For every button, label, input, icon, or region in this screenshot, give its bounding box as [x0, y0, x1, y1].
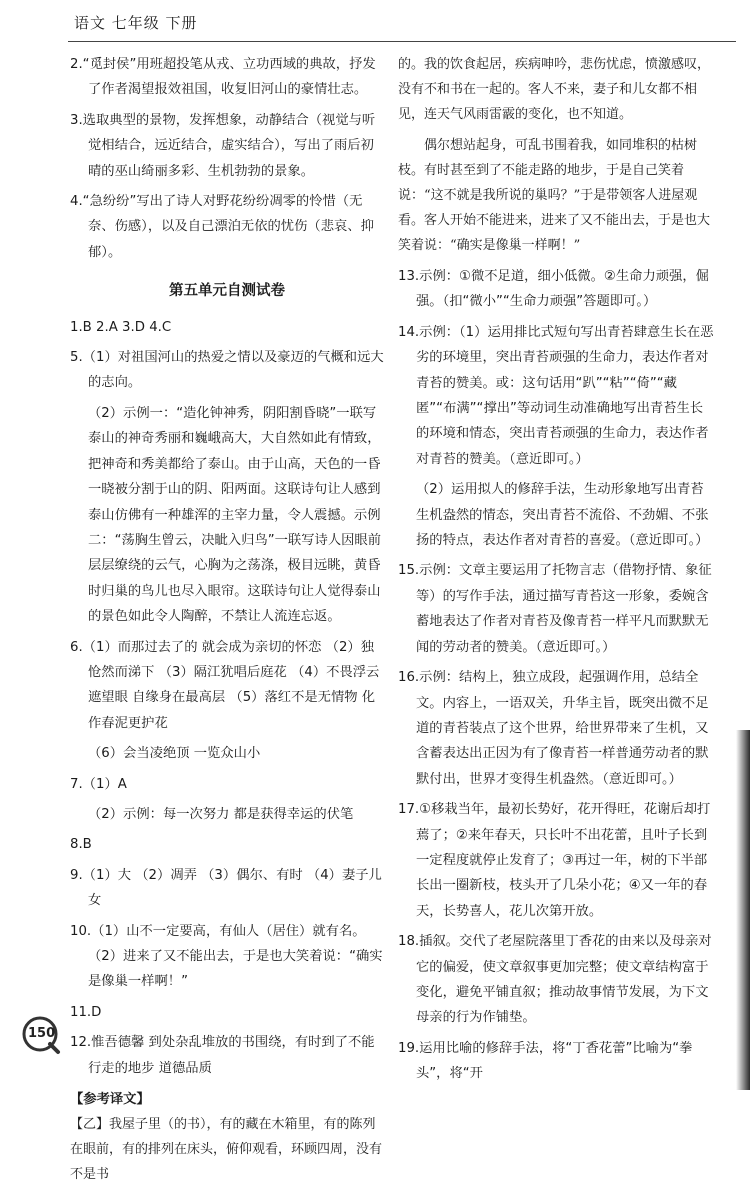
- answer-item: 16.示例：结构上，独立成段，起强调作用，总结全文。内容上，一语双关，升华主旨，既突出微不足道的青苔装点了这个世界，给世界带来了生机，又含蓄表达出正因为有了像青苔一样普通劳动者的默默付出，世界才变得生机盎然。（意近即可。）: [398, 670, 709, 787]
- answer-item: 1.B 2.A 3.D 4.C: [70, 319, 172, 335]
- answer-item: 13.示例：①微不足道，细小低微。②生命力顽强，倔强。（扣“微小”“生命力顽强”答题即可。）: [398, 269, 709, 310]
- answer-item: 12.惟吾德馨 到处杂乱堆放的书围绕，有时到了不能行走的地步 道德品质: [70, 1035, 375, 1076]
- reference-translation-label: 【参考译文】: [70, 1092, 150, 1108]
- answer-item: 17.①移栽当年，最初长势好，花开得旺，花谢后却打蔫了；②来年春天，只长叶不出花蕾，且叶子长到一定程度就停止发育了；③再过一年，树的下半部长出一圈新枝，枝头开了几朵小花；④又一年的春天，长势喜人，花儿次第开放。: [398, 802, 711, 919]
- answer-item: 4.“急纷纷”写出了诗人对野花纷纷凋零的怜惜（无奈、伤感），以及自己漂泊无依的忧伤（悲哀、抑郁）。: [70, 194, 374, 260]
- book-title: 语文 七年级 下册: [74, 14, 198, 32]
- left-column: [70, 52, 384, 1187]
- answer-item: （2）运用拟人的修辞手法，生动形象地写出青苔生机盎然的情态，突出青苔不流俗、不劲媚、不张扬的特点，表达作者对青苔的喜爱。（意近即可。）: [416, 482, 709, 549]
- answer-item: 11.D: [70, 1004, 102, 1020]
- answer-item: 9.（1）大 （2）凋弄 （3）偶尔、有时 （4）妻子儿女: [70, 867, 382, 909]
- answer-item: 19.运用比喻的修辞手法，将“丁香花蕾”比喻为“拳头”，将“开: [398, 1040, 693, 1082]
- answer-item: 5.（1）对祖国河山的热爱之情以及豪迈的气概和远大的志向。: [70, 350, 384, 391]
- answer-item: 10.（1）山不一定要高，有仙人（居住）就有名。（2）进来了又不能出去，于是也大笑着说：“确实是像巢一样啊！”: [70, 923, 383, 990]
- section-title: 第五单元自测试卷: [169, 283, 285, 300]
- answer-item: 7.（1）A: [70, 776, 127, 792]
- answer-item: （2）示例：每一次努力 都是获得幸运的伏笔: [88, 806, 354, 822]
- answer-item: 2.“觅封侯”用班超投笔从戎、立功西域的典故，抒发了作者渴望报效祖国，收复旧河山的豪情壮志。: [70, 57, 376, 98]
- answer-item: （6）会当凌绝顶 一览众山小: [88, 746, 261, 762]
- page-number: 150: [28, 1026, 56, 1041]
- header-divider: [68, 41, 736, 42]
- answer-item: 3.选取典型的景物，发挥想象，动静结合（视觉与听觉相结合，远近结合，虚实结合），写出了雨后初晴的巫山绮丽多彩、生机勃勃的景象。: [70, 112, 376, 179]
- answer-item: 18.插叙。交代了老屋院落里丁香花的由来以及母亲对它的偏爱，使文章叙事更加完整；使文章结构富于变化，避免平铺直叙；推动故事情节发展，为下文母亲的行为作铺垫。: [398, 934, 712, 1026]
- right-column: [398, 52, 716, 1092]
- translation-text: 【乙】我屋子里（的书），有的藏在木箱里，有的陈列在眼前，有的排列在床头，俯仰观看，环顾四周，没有不是书: [70, 1117, 383, 1183]
- page-edge-shadow: [736, 730, 750, 1090]
- translation-text: 偶尔想站起身，可乱书围着我，如同堆积的枯树枝。有时甚至到了不能走路的地步，于是自己笑着说：“这不就是我所说的巢吗？”于是带领客人进屋观看。客人开始不能进来，进来了又不能出去，于是也大笑着说：“确实是像巢一样啊！”: [398, 138, 711, 253]
- answer-item: （2）示例一：“造化钟神秀，阴阳割昏晓”一联写泰山的神奇秀丽和巍峨高大，大自然如此有情致，把神奇和秀美都给了泰山。由于山高，天色的一昏一晓被分割于山的阴、阳两面。这联诗句让人感到泰山仿佛有一种雄浑的主宰力量，令人震撼。示例二：“荡胸生曾云，决眦入归鸟”一联写诗人因眼前层层缭绕的云气，心胸为之荡涤，极目远眺，黄昏时归巢的鸟儿也尽入眼帘。这联诗句让人觉得泰山的景色如此令人陶醉，不禁让人流连忘返。: [88, 405, 382, 625]
- answer-item: 6.（1）而那过去了的 就会成为亲切的怀恋 （2）独怆然而涕下 （3）隔江犹唱后庭花 （4）不畏浮云遮望眼 自缘身在最高层 （5）落红不是无情物 化作春泥更护花: [70, 639, 380, 731]
- answer-item: 14.示例：（1）运用排比式短句写出青苔肆意生长在恶劣的环境里，突出青苔顽强的生命力，表达作者对青苔的赞美。或：这句话用“趴”“粘”“倚”“藏匿”“布满”“撑出”等动词生动准确地写出青苔生长的环境和情态，突出青苔顽强的生命力，表达作者对青苔的赞美。（意近即可。）: [398, 324, 714, 467]
- translation-text: 的。我的饮食起居，疾病呻吟，悲伤忧虑，愤激感叹，没有不和书在一起的。客人不来，妻子和儿女都不相见，连天气风雨雷霰的变化，也不知道。: [398, 57, 711, 122]
- answer-item: 15.示例：文章主要运用了托物言志（借物抒情、象征等）的写作手法，通过描写青苔这一形象，委婉含蓄地表达了作者对青苔及像青苔一样平凡而默默无闻的劳动者的赞美。（意近即可。）: [398, 563, 712, 655]
- answer-item: 8.B: [70, 837, 92, 853]
